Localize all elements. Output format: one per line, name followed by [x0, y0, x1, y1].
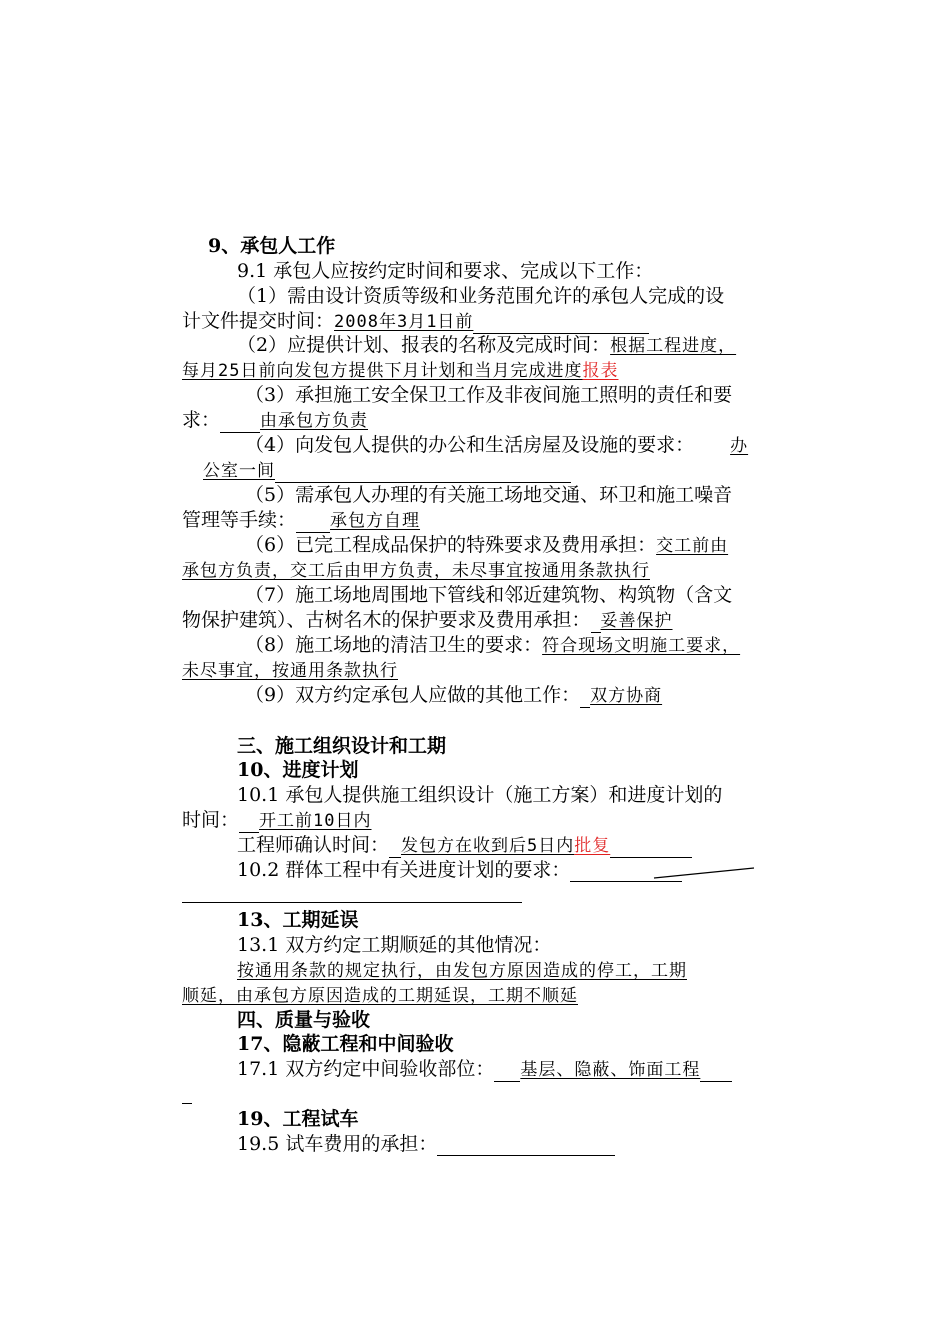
section-10-2-blank-line-2 [182, 902, 522, 903]
section-10-2-line [237, 858, 682, 882]
item-9-value: 双方协商 [590, 686, 663, 706]
section-17-1-blank-line-2 [182, 1103, 192, 1104]
item-8-line-b [182, 658, 398, 683]
engineer-confirm-value: 发包方在收到后5日内 [401, 836, 575, 856]
section-10-1-label: 时间： [182, 809, 240, 831]
item-1-label: 计文件提交时间： [182, 310, 335, 332]
section-10-heading: 10、进度计划 [237, 759, 359, 781]
item-4-line-b [203, 458, 571, 483]
engineer-confirm-line [237, 833, 692, 858]
section-9-heading: 9、承包人工作 [208, 235, 336, 257]
item-6-label: （6）已完工程成品保护的特殊要求及费用承担： [245, 534, 657, 556]
item-7-value: 妥善保护 [600, 611, 673, 631]
section-10-2-strike-mark [650, 864, 760, 884]
item-2-line-a [237, 333, 736, 358]
engineer-confirm-blank-tail [610, 837, 692, 858]
item-7-label: 物保护建筑）、古树名木的保护要求及费用承担： [182, 609, 591, 631]
engineer-confirm-blank-lead [389, 837, 401, 858]
item-8-value-b: 未尽事宜，按通用条款执行 [182, 661, 398, 681]
section-17-heading: 17、隐蔽工程和中间验收 [237, 1033, 454, 1055]
section-17-1-value: 基层、隐蔽、饰面工程 [520, 1060, 701, 1080]
item-8-value-a: 符合现场文明施工要求， [542, 636, 741, 656]
item-9-line [245, 683, 662, 708]
item-5-value: 承包方自理 [330, 511, 421, 531]
item-7-line-a: （7）施工场地周围地下管线和邻近建筑物、构筑物（含文 [245, 584, 733, 606]
section-10-1-value: 开工前10日内 [259, 811, 372, 831]
item-3-line-b [182, 408, 368, 433]
item-3-blank-lead [220, 412, 260, 433]
item-4-value-a: 办 [730, 436, 749, 456]
item-1-line-a: （1）需由设计资质等级和业务范围允许的承包人完成的设 [237, 285, 725, 307]
item-1-blank-line [473, 313, 649, 334]
item-4-label: （4）向发包人提供的办公和生活房屋及设施的要求： [245, 434, 695, 456]
section-10-1-line-a: 10.1 承包人提供施工组织设计（施工方案）和进度计划的 [237, 784, 723, 806]
item-5-line-a: （5）需承包人办理的有关施工场地交通、环卫和施工噪音 [245, 484, 733, 506]
item-1-value: 2008年3月1日前 [334, 312, 474, 332]
section-17-1-label: 17.1 双方约定中间验收部位： [237, 1058, 495, 1080]
section-13-1-line: 13.1 双方约定工期顺延的其他情况： [237, 934, 552, 956]
item-3-label: 求： [182, 409, 221, 431]
engineer-confirm-label: 工程师确认时间： [237, 834, 390, 856]
item-5-blank-lead [296, 512, 330, 533]
item-7-blank-lead [591, 612, 601, 633]
item-6-line-a [245, 533, 728, 558]
item-6-value-a: 交工前由 [656, 536, 729, 556]
item-5-label: 管理等手续： [182, 509, 297, 531]
section-13-1-value-a: 按通用条款的规定执行，由发包方原因造成的停工，工期 [237, 961, 687, 981]
item-5-line-b [182, 508, 420, 533]
item-2-value-red: 报表 [582, 361, 619, 381]
item-2-value-a: 根据工程进度， [610, 336, 737, 356]
item-6-value-b: 承包方负责，交工后由甲方负责，未尽事宜按通用条款执行 [182, 561, 650, 581]
section-9-1-intro: 9.1 承包人应按约定时间和要求、完成以下工作： [237, 260, 654, 282]
item-9-label: （9）双方约定承包人应做的其他工作： [245, 684, 581, 706]
section-19-5-blank [437, 1135, 615, 1156]
section-10-1-line-b [182, 808, 372, 833]
part-3-heading: 三、施工组织设计和工期 [237, 735, 447, 757]
section-13-1-value-b: 顺延，由承包方原因造成的工期延误，工期不顺延 [182, 986, 578, 1006]
item-4-blank-line [275, 462, 571, 483]
item-2-label: （2）应提供计划、报表的名称及完成时间： [237, 334, 611, 356]
engineer-confirm-value-red: 批复 [574, 836, 611, 856]
section-19-5-line [237, 1132, 615, 1156]
part-4-heading: 四、质量与验收 [237, 1009, 371, 1031]
section-13-heading: 13、工期延误 [237, 909, 359, 931]
item-8-label: （8）施工场地的清洁卫生的要求： [245, 634, 543, 656]
item-2-line-b [182, 358, 618, 383]
item-3-value: 由承包方负责 [260, 411, 369, 431]
section-10-1-blank-lead [239, 812, 259, 833]
item-8-line-a [245, 633, 740, 658]
section-19-heading: 19、工程试车 [237, 1108, 359, 1130]
item-9-blank-lead [580, 687, 590, 708]
item-2-value-b: 每月25日前向发包方提供下月计划和当月完成进度 [182, 361, 583, 381]
item-7-line-b [182, 608, 673, 633]
item-6-line-b [182, 558, 650, 583]
section-17-1-blank-tail [700, 1061, 732, 1082]
item-4-value-b: 公室一间 [203, 461, 275, 481]
section-13-1-value-b-line [182, 983, 578, 1008]
section-17-1-line [237, 1057, 732, 1082]
section-13-1-value-a-line [237, 958, 687, 983]
item-1-line-b [182, 309, 649, 334]
section-17-1-blank-lead [494, 1061, 520, 1082]
section-19-5-label: 19.5 试车费用的承担： [237, 1133, 438, 1155]
item-4-line-a [245, 433, 748, 458]
section-10-2-label: 10.2 群体工程中有关进度计划的要求： [237, 859, 571, 881]
item-3-line-a: （3）承担施工安全保卫工作及非夜间施工照明的责任和要 [245, 384, 733, 406]
